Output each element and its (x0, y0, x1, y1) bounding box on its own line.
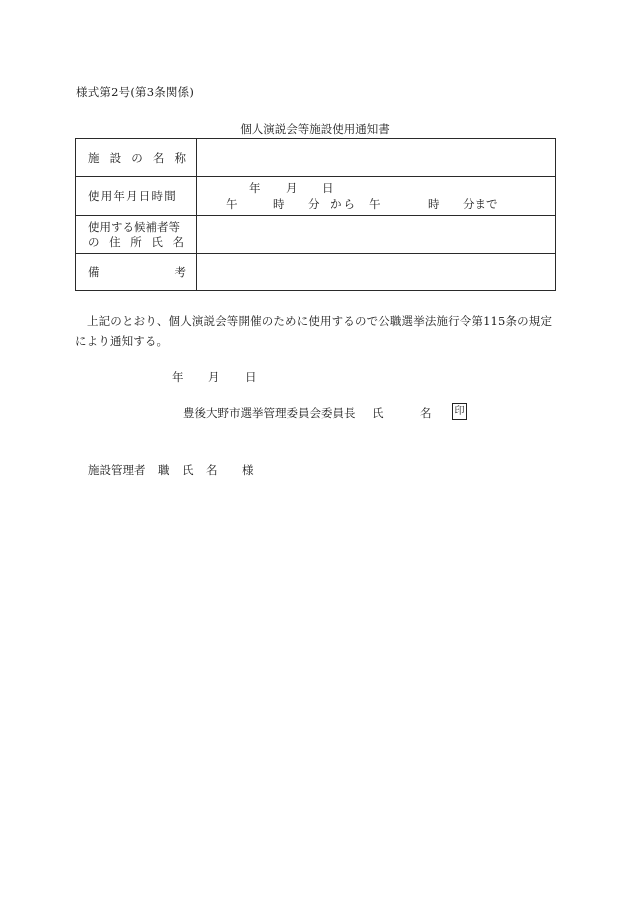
usage-datetime-label: 使用年月日時間 (76, 177, 197, 216)
notice-month: 月 (208, 370, 220, 384)
minute-char-1: 分 (308, 197, 320, 211)
noon-char-1: 午 (226, 197, 238, 211)
candidate-value[interactable] (197, 216, 556, 254)
notice-year: 年 (172, 370, 184, 384)
form-number: 様式第2号(第3条関係) (76, 85, 195, 99)
usage-datetime-value[interactable] (197, 177, 556, 216)
recipient-prefix: 施設管理者 (88, 463, 146, 477)
table-row-usage-datetime (76, 177, 556, 216)
noon-char-2: 午 (369, 197, 381, 211)
committee-title: 豊後大野市選挙管理委員会委員長 (183, 406, 356, 420)
notification-form-table (75, 138, 556, 291)
hour-char-2: 時 (428, 197, 440, 211)
table-row-remarks (76, 254, 556, 291)
minute-until-text: 分まで (463, 197, 498, 211)
from-text: から (330, 197, 357, 211)
facility-name-value[interactable] (197, 139, 556, 177)
recipient-mei: 名 (206, 463, 218, 477)
hour-char-1: 時 (273, 197, 285, 211)
facility-name-label: 施 設 の 名 称 (76, 139, 197, 177)
day-char: 日 (322, 181, 334, 195)
year-char: 年 (249, 181, 261, 195)
notice-day: 日 (245, 370, 257, 384)
month-char: 月 (286, 181, 298, 195)
recipient-shi: 氏 (182, 463, 194, 477)
recipient-sama: 様 (242, 463, 254, 477)
document-title: 個人演説会等施設使用通知書 (240, 122, 390, 136)
body-paragraph: 上記のとおり、個人演説会等開催のために使用するので公職選挙法施行令第115条の規定により通知する。 (75, 314, 553, 348)
seal-mark: 印 (452, 403, 467, 420)
committee-shi: 氏 (372, 406, 384, 420)
candidate-label: 使用する候補者等 の 住 所 氏 名 (76, 216, 197, 254)
table-row-facility-name (76, 139, 556, 177)
remarks-label: 備 考 (76, 254, 197, 291)
remarks-value[interactable] (197, 254, 556, 291)
recipient-shoku: 職 (158, 463, 170, 477)
table-row-candidate (76, 216, 556, 254)
committee-mei: 名 (420, 406, 432, 420)
